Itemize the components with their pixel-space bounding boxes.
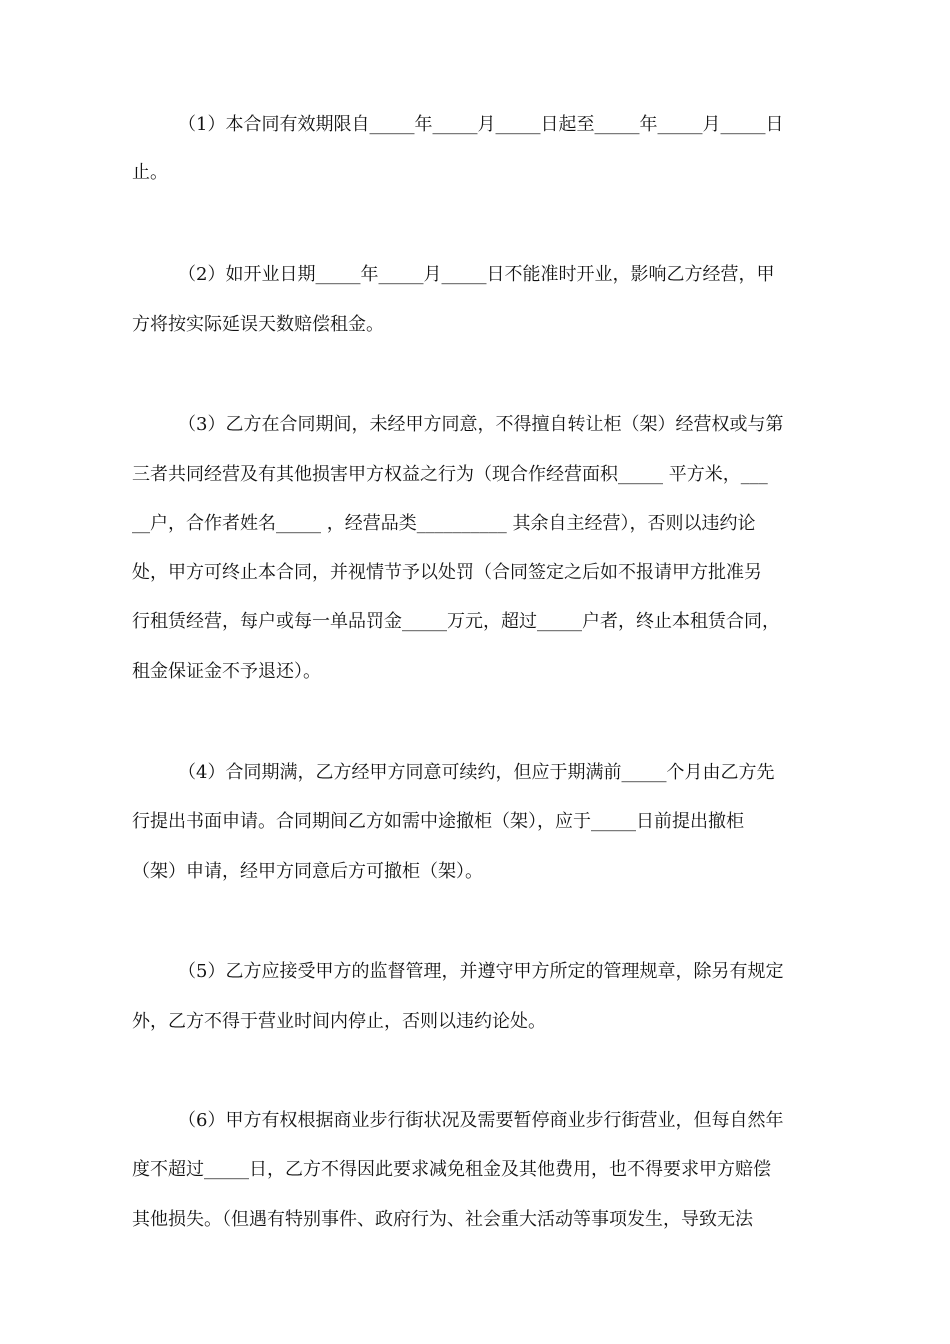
clause-1-line-2: 止。 [132,162,168,183]
clause-3-line-1: （3）乙方在合同期间，未经甲方同意，不得擅自转让柜（架）经营权或与第 [178,414,784,435]
clause-4-line-2: 行提出书面申请。合同期间乙方如需中途撤柜（架），应于_____日前提出撤柜 [132,811,744,832]
clause-3-line-4: 处，甲方可终止本合同，并视情节予以处罚（合同签定之后如不报请甲方批准另 [132,562,762,583]
clause-5-line-1: （5）乙方应接受甲方的监督管理，并遵守甲方所定的管理规章，除另有规定 [178,961,784,982]
clause-2-line-2: 方将按实际延误天数赔偿租金。 [132,314,384,335]
clause-4-line-3: （架）申请，经甲方同意后方可撤柜（架）。 [132,861,483,882]
clause-5-line-2: 外，乙方不得于营业时间内停止，否则以违约论处。 [132,1011,546,1032]
clause-3-line-5: 行租赁经营，每户或每一单品罚金_____万元，超过_____户者，终止本租赁合同， [132,611,780,632]
clause-3-line-2: 三者共同经营及有其他损害甲方权益之行为（现合作经营面积_____ 平方米，___ [132,464,768,485]
clause-3-line-6: 租金保证金不予退还）。 [132,661,321,682]
clause-6-line-3: 其他损失。（但遇有特别事件、政府行为、社会重大活动等事项发生，导致无法 [132,1209,753,1230]
clause-1-line-1: （1）本合同有效期限自_____年_____月_____日起至_____年_____月_____日 [178,114,784,135]
clause-2-line-1: （2）如开业日期_____年_____月_____日不能准时开业，影响乙方经营，甲 [178,264,775,285]
clause-3-line-3: __户，合作者姓名_____ ，经营品类__________ 其余自主经营），否则以违约论 [132,513,756,534]
clause-6-line-2: 度不超过_____日，乙方不得因此要求减免租金及其他费用，也不得要求甲方赔偿 [132,1159,771,1180]
clause-6-line-1: （6）甲方有权根据商业步行街状况及需要暂停商业步行街营业，但每自然年 [178,1110,784,1131]
clause-4-line-1: （4）合同期满，乙方经甲方同意可续约，但应于期满前_____个月由乙方先 [178,762,775,783]
